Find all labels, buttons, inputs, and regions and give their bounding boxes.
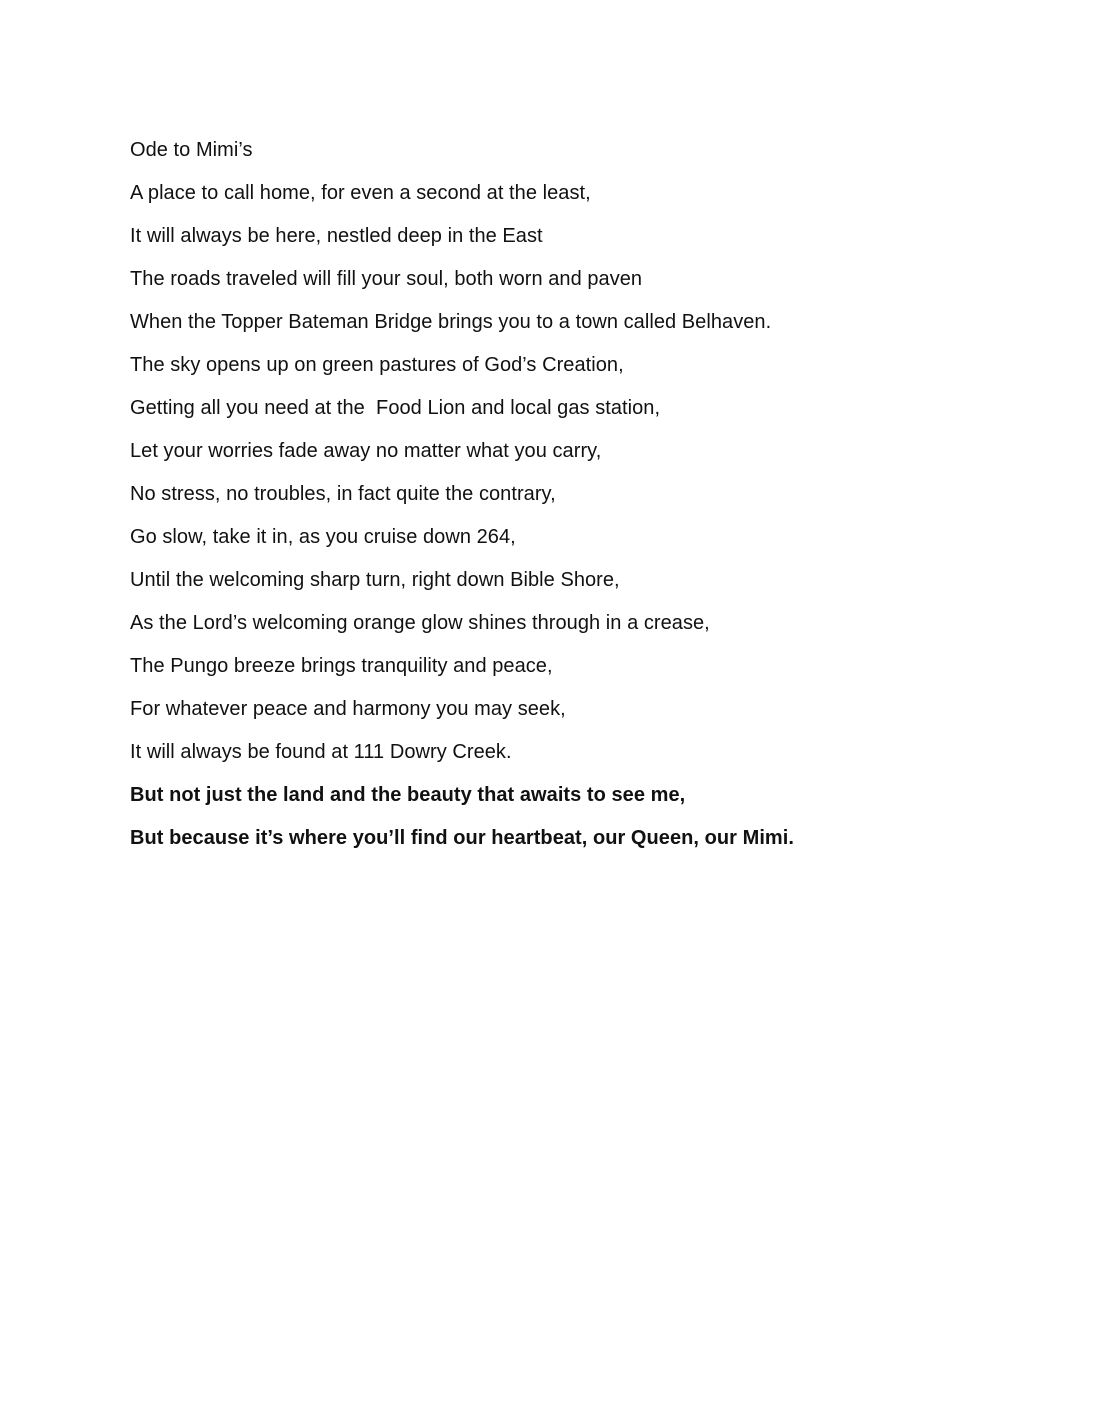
poem-line: As the Lord’s welcoming orange glow shines through in a crease, bbox=[130, 612, 710, 634]
poem-line: When the Topper Bateman Bridge brings you to a town called Belhaven. bbox=[130, 311, 772, 333]
poem-line: For whatever peace and harmony you may seek, bbox=[130, 698, 566, 720]
poem-title: Ode to Mimi’s bbox=[130, 139, 253, 161]
poem bbox=[130, 129, 1030, 860]
poem-line: Until the welcoming sharp turn, right down Bible Shore, bbox=[130, 569, 620, 591]
poem-line: A place to call home, for even a second at the least, bbox=[130, 182, 591, 204]
poem-closing-line: But because it’s where you’ll find our heartbeat, our Queen, our Mimi. bbox=[130, 827, 794, 849]
poem-closing-line: But not just the land and the beauty that awaits to see me, bbox=[130, 784, 686, 806]
poem-line: It will always be here, nestled deep in the East bbox=[130, 225, 543, 247]
poem-line: Go slow, take it in, as you cruise down 264, bbox=[130, 526, 516, 548]
poem-line: No stress, no troubles, in fact quite the contrary, bbox=[130, 483, 556, 505]
poem-line: Getting all you need at the Food Lion and local gas station, bbox=[130, 397, 661, 419]
poem-line: The roads traveled will fill your soul, both worn and paven bbox=[130, 268, 643, 290]
poem-line: Let your worries fade away no matter what you carry, bbox=[130, 440, 602, 462]
poem-line: The sky opens up on green pastures of God’s Creation, bbox=[130, 354, 624, 376]
poem-line: It will always be found at 111 Dowry Creek. bbox=[130, 741, 512, 763]
poem-line: The Pungo breeze brings tranquility and peace, bbox=[130, 655, 553, 677]
